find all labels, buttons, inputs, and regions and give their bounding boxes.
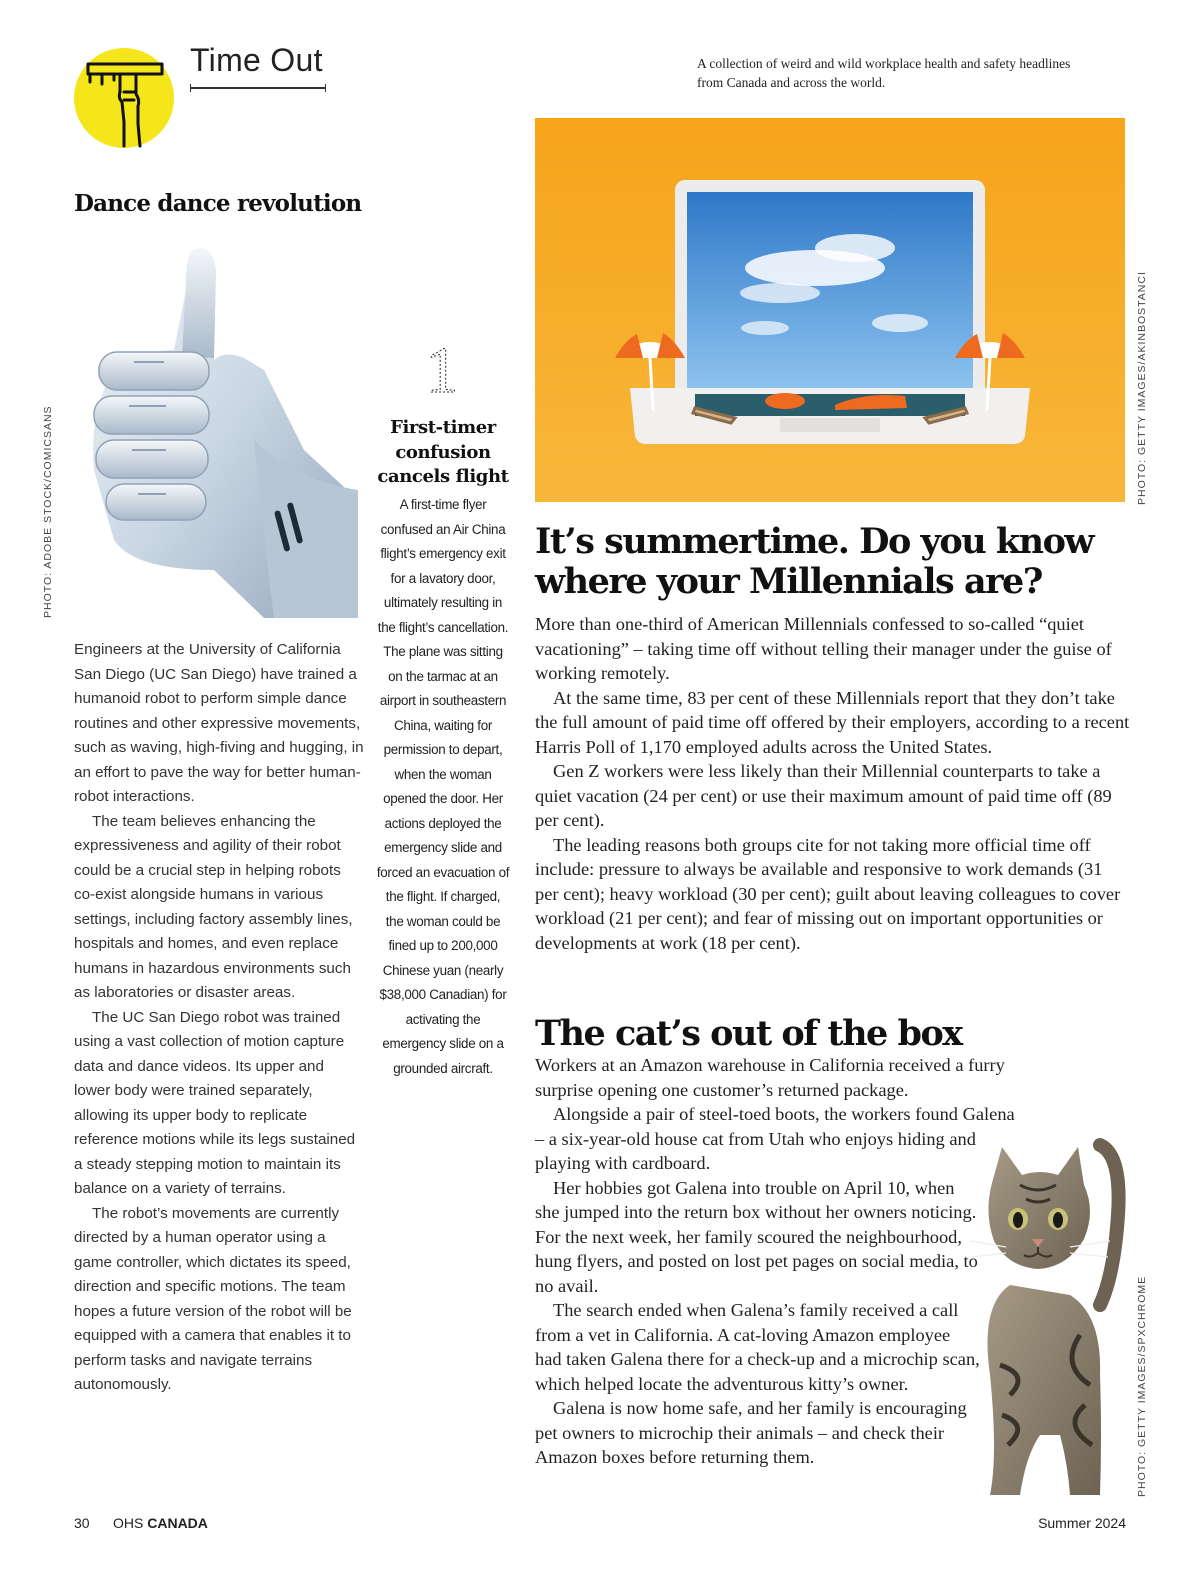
story-1-headline: It’s summertime. Do you know where your Millennials are? (535, 521, 1094, 602)
middle-story-headline: First-timer confusion cancels flight (377, 417, 509, 487)
story-number-text: 1 (425, 336, 459, 400)
magazine-prefix: OHS (113, 1515, 144, 1531)
story-2-paragraph: Galena is now home safe, and her family is encouraging pet owners to microchip their animals – and check their Amazon boxes before returning them. (535, 1398, 967, 1467)
story-1-paragraph: At the same time, 83 per cent of these Millennials report that they don’t take the full amount of paid time off offered by their employers, according to a recent Harris Poll of 1,170 employed adults across the United States. (535, 687, 1130, 757)
story-2-paragraph: Her hobbies got Galena into trouble on April 10, when she jumped into the return box without her owners noticing. For the next week, her family scoured the neighbourhood, hung flyers, and posted on lost pet pages on social media, to no avail. (535, 1177, 978, 1296)
story-2-paragraph: The search ended when Galena’s family received a call from a vet in California. A cat-loving Amazon employee had taken Galena there for a check-up and a microchip scan, which helped locate the adventurous kitty’s owner. (535, 1300, 980, 1394)
robot-hand-photo (74, 240, 358, 618)
cat-photo (950, 1135, 1130, 1505)
magazine-name (113, 1515, 208, 1531)
photo-credit-cat: PHOTO: GETTY IMAGES/SPXCHROME (1136, 1275, 1148, 1497)
intro-text: A collection of weird and wild workplace health and safety headlines from Canada and across the world. (697, 56, 1071, 90)
story-2-paragraph: Workers at an Amazon warehouse in California received a furry surprise opening one customer’s returned package. (535, 1055, 1005, 1100)
left-story-body (74, 638, 364, 1398)
left-story-headline: Dance dance revolution (74, 190, 362, 217)
photo-credit-left: PHOTO: ADOBE STOCK/COMICSANS (42, 405, 54, 618)
magazine-title: CANADA (147, 1515, 208, 1531)
left-paragraph: The team believes enhancing the expressiveness and agility of their robot could be a crucial step in helping robots co-exist alongside humans in various settings, including factory assembly lines, hospitals and homes, and even replace humans in hazardous environments such as laboratories or disaster areas. (74, 812, 353, 1001)
issue-date: Summer 2024 (1038, 1515, 1126, 1531)
page-number: 30 (74, 1515, 90, 1531)
left-paragraph: The robot’s movements are currently directed by a human operator using a game controller, which dictates its speed, direction and specific motions. The team hopes a future version of the robot will be equipped with a camera that enables it to perform tasks and navigate terrains autonomously. (74, 1204, 352, 1393)
left-paragraph: Engineers at the University of California San Diego (UC San Diego) have trained a humanoid robot to perform simple dance routines and other expressive movements, such as waving, high-fiving and hugging, in an effort to pave the way for better human-robot interactions. (74, 641, 364, 805)
photo-credit-laptop: PHOTO: GETTY IMAGES/AKINBOSTANCI (1136, 271, 1148, 505)
story-1-body (535, 612, 1130, 955)
story-2-headline: The cat’s out of the box (535, 1013, 962, 1054)
section-rule (190, 87, 326, 89)
story-1-paragraph: More than one-third of American Millennials confessed to so-called “quiet vacationing” – taking time off without telling their manager under the guise of working remotely. (535, 614, 1112, 683)
section-title: Time Out (190, 42, 323, 78)
laptop-beach-photo (535, 118, 1125, 502)
story-2-paragraph: Alongside a pair of steel-toed boots, the workers found Galena – a six-year-old house cat from Utah who enjoys hiding and playing with cardboard. (535, 1104, 1015, 1173)
middle-story-body: A first-time flyer confused an Air China flight’s emergency exit for a lavatory door, ultimately resulting in the flight’s cancellation. The plane was sitting on the tarmac at an airport in southeastern China, waiting for permission to depart, when the woman opened the door. Her actions deployed the emergency slide and forced an evacuation of the flight. If charged, the woman could be fined up to 200,000 Chinese yuan (nearly $38,000 Canadian) for activating the emergency slide on a grounded aircraft. (376, 497, 510, 1076)
story-1-paragraph: Gen Z workers were less likely than their Millennial counterparts to take a quiet vacation (24 per cent) or use their maximum amount of paid time off (89 per cent). (535, 761, 1112, 830)
story-1-paragraph: The leading reasons both groups cite for not taking more official time off include: pressure to always be available and responsive to work demands (31 per cent); heavy workload (30 per cent); guilt about leaving colleagues to cover workload (21 per cent); and fear of missing out on important opportunities or developments at work (18 per cent). (535, 834, 1121, 953)
story-number (424, 336, 460, 400)
timeout-hand-icon (80, 48, 170, 148)
left-paragraph: The UC San Diego robot was trained using a vast collection of motion capture data and dance videos. Its upper and lower body were trained separately, allowing its upper body to replicate reference motions while its legs sustained a steady stepping motion to maintain its balance on a variety of terrains. (74, 1008, 356, 1197)
